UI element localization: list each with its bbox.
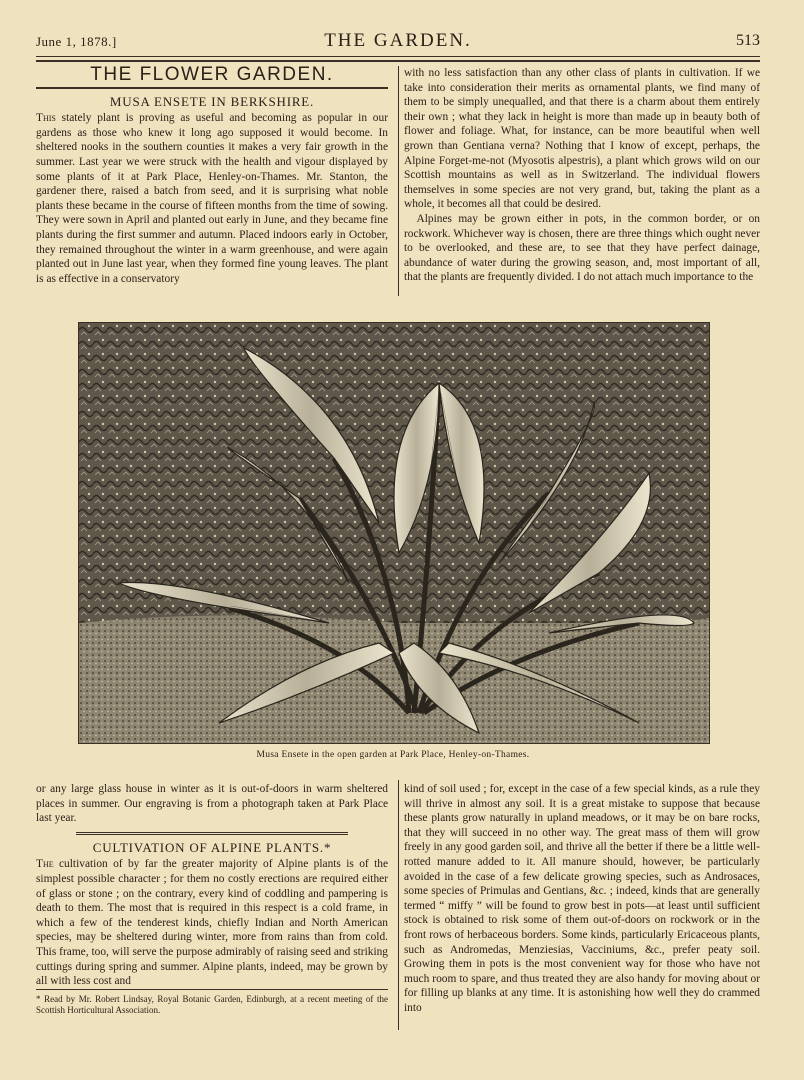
article-paragraph [36, 111, 388, 286]
publication-title: THE GARDEN. [324, 30, 472, 51]
right-column-bottom [404, 782, 760, 1016]
paragraph-text: cultivation of by far the greater majority of Alpine plants is of the simplest possible character ; for them no costly erections are required either of glass or stone ; on the contrary, every kind of coddling and pampering is death to them. The most that is required in this respect is a cold frame, in which a few of the tenderest kinds, chiefly Indian and North American species, may be sheltered during winter, more from rains than from cold. This frame, too, will serve the purpose admirably of raising seed and striking cuttings during spring and summer. Alpine plants, indeed, may be grown by all with less cost and [36, 858, 388, 988]
article-title-musa: MUSA ENSETE IN BERKSHIRE. [109, 93, 315, 109]
page-header [36, 30, 760, 54]
engraving-caption: Musa Ensete in the open garden at Park Place, Henley-on-Thames. [256, 750, 530, 760]
paragraph-text: stately plant is proving as useful and becoming as popular in our gardens as those who knew it long ago supposed it would become. In sheltered nooks in the southern counties it makes a very fair growth in the summer. Last year we were struck with the health and vigour displayed by some plants of it at Park Place, Henley-on-Thames. Mr. Stanton, the gardener there, raised a batch from seed, and it is surprising what noble plants these became in the course of fifteen months from the time of sowing. They were sown in April and planted out early in June, and they became fine plants during the first summer and autumn. Placed indoors early in October, they remained throughout the winter in a warm greenhouse, and were again planted out in June last year, when they formed fine young leaves. The plant is as effective in a conservatory [36, 112, 388, 285]
left-column-bottom [36, 782, 388, 1016]
article-paragraph: or any large glass house in winter as it is out-of-doors in warm sheltered places in summer. Our engraving is from a photograph taken at Park Place last year. [36, 783, 388, 825]
article-paragraph [36, 857, 388, 988]
footnote: * Read by Mr. Robert Lindsay, Royal Botanic Garden, Edinburgh, at a recent meeting of the Scottish Horticultural Association. [36, 989, 388, 1016]
header-rule [36, 56, 760, 57]
article-paragraph: kind of soil used ; for, except in the case of a few special kinds, as a rule they will thrive in almost any soil. It is a great mistake to suppose that because these plants grow naturally in upland meadows, or it may be on bare rocks, that they will succeed in no other way. The great mass of them will grow freely in any good garden soil, and thrive all the better if there be a little well-rotted manure added to it. All manure should, however, be particularly avoided in the case of a few delicate growing species, such as Androsaces, some species of Primulas and Gentians, &c. ; indeed, kinds that are generally termed “ miffy ” will be found to grow best in pots—at least until sufficient stock is obtained to risk some of them out-of-doors on rockwork or in the front rows of herbaceous borders. Some kinds, particularly Ericaceous plants, such as Andromedas, Menziesias, Vacciniums, &c., prefer peaty soil. Growing them in pots is the most convenient way for those who have not much room to spare, and thus treated they are also handy for moving about or for filling up blanks at any time. It is astonishing how well they do crammed into [404, 783, 760, 1014]
article-title-alpine: CULTIVATION OF ALPINE PLANTS.* [92, 839, 332, 855]
header-rule-thick [36, 60, 760, 62]
drop-word: The [36, 858, 54, 871]
right-column-top [404, 66, 760, 285]
left-column-top [36, 64, 388, 286]
musa-ensete-engraving [78, 322, 710, 744]
section-title: THE FLOWER GARDEN. [36, 68, 388, 89]
article-divider [76, 832, 348, 835]
page-number: 513 [736, 32, 760, 49]
drop-word: This [36, 112, 56, 125]
column-divider-top [398, 66, 399, 296]
column-divider-bottom [398, 780, 399, 1030]
issue-date: June 1, 1878.] [36, 34, 117, 49]
article-paragraph: with no less satisfaction than any other class of plants in cultivation. If we take into consideration their merits as ornamental plants, we find many of them to be simply unequalled, and that there is a charm about them entirely their own ; what they lack in height is more than made up in beauty both of flower and foliage. What, for instance, can be more beautiful when well grown than Gentiana verna? Nothing that I know of except, perhaps, the Alpine Forget-me-not (Myosotis alpestris), a plant which grows wild on our Scottish mountains as well as in Switzerland. The individual flowers themselves in some species are not very grand, but, taking the plant as a whole, it becomes all that could be desired. [404, 67, 760, 211]
article-paragraph: Alpines may be grown either in pots, in the common border, or on rockwork. Whichever way is chosen, there are three things which ought never to be overlooked, and these are, to see that they have perfect dainage, abundance of water during the growing season, and, most important of all, that the plants are frequently divided. I do not attach much importance to the [404, 212, 760, 284]
